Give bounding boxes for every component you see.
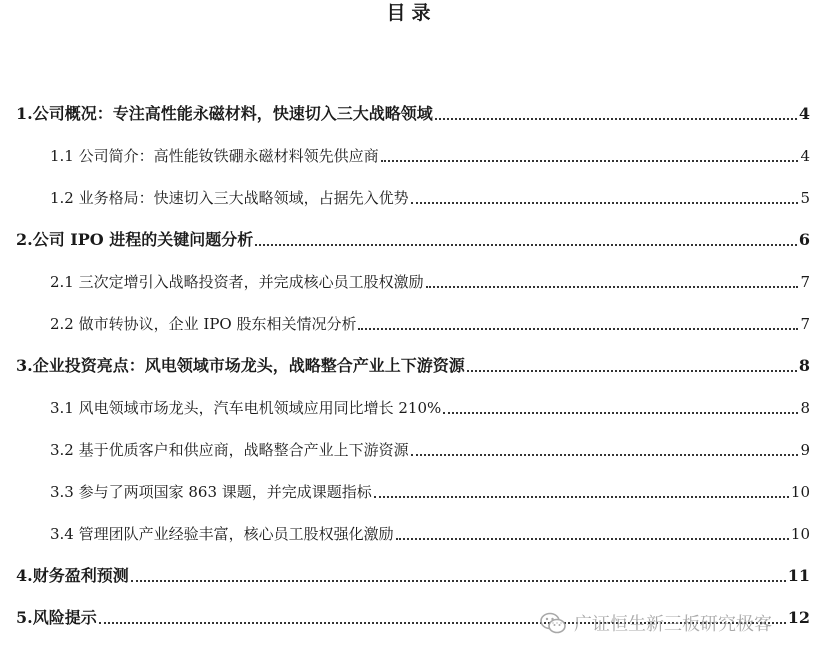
toc-entry-page: 10 (790, 483, 810, 501)
toc-entry[interactable] (50, 472, 810, 502)
toc-leader-dots (443, 411, 798, 414)
toc-entry-title: 2.2 做市转协议，企业 IPO 股东相关情况分析 (50, 315, 357, 333)
toc-entry-page: 7 (800, 273, 810, 291)
toc-entry-title: 1.1 公司简介：高性能钕铁硼永磁材料领先供应商 (50, 147, 379, 165)
toc-entry-page: 5 (800, 189, 810, 207)
toc-leader-dots (426, 285, 799, 288)
toc-entry-page: 8 (800, 399, 810, 417)
wechat-icon (540, 612, 566, 634)
toc-entry[interactable] (16, 556, 810, 586)
toc-entry[interactable] (16, 220, 810, 250)
toc-entry-page: 9 (800, 441, 810, 459)
toc-entry-title: 4.财务盈利预测 (16, 566, 129, 585)
toc-entry[interactable] (50, 304, 810, 334)
toc-entry-title: 3.企业投资亮点：风电领域市场龙头，战略整合产业上下游资源 (16, 356, 465, 375)
toc-leader-dots (131, 579, 786, 582)
toc-leader-dots (411, 201, 799, 204)
toc-leader-dots (467, 369, 797, 372)
toc-leader-dots (255, 243, 797, 246)
toc-entry-title: 3.2 基于优质客户和供应商，战略整合产业上下游资源 (50, 441, 409, 459)
toc-entry-page: 4 (798, 104, 810, 123)
toc-leader-dots (374, 495, 789, 498)
toc-entry-title: 2.1 三次定增引入战略投资者，并完成核心员工股权激励 (50, 273, 424, 291)
page-title: 目录 (386, 2, 437, 24)
toc-entry-page: 10 (790, 525, 810, 543)
toc-entry-title: 5.风险提示 (16, 608, 97, 627)
toc-entry-page: 7 (800, 315, 810, 333)
toc-entry-title: 3.4 管理团队产业经验丰富，核心员工股权强化激励 (50, 525, 394, 543)
toc-entry-title: 1.公司概况：专注高性能永磁材料，快速切入三大战略领域 (16, 104, 433, 123)
toc-entry-page: 4 (800, 147, 810, 165)
toc-entry-title: 3.1 风电领域市场龙头，汽车电机领域应用同比增长 210% (50, 399, 442, 417)
toc-leader-dots (381, 159, 799, 162)
toc-entry-title: 2.公司 IPO 进程的关键问题分析 (16, 230, 254, 249)
toc-entry[interactable] (50, 136, 810, 166)
watermark (540, 610, 772, 636)
toc-entry-title: 3.3 参与了两项国家 863 课题，并完成课题指标 (50, 483, 372, 501)
toc-entry[interactable] (50, 262, 810, 292)
toc-leader-dots (396, 537, 789, 540)
toc-entry-title: 1.2 业务格局：快速切入三大战略领域，占据先入优势 (50, 189, 409, 207)
toc-entry[interactable] (50, 514, 810, 544)
toc-entry-page: 12 (787, 608, 810, 627)
toc-leader-dots (411, 453, 799, 456)
toc-entry[interactable] (50, 388, 810, 418)
toc-entry-page: 11 (787, 566, 810, 585)
toc-entry[interactable] (16, 346, 810, 376)
toc-leader-dots (435, 117, 797, 120)
toc-entry[interactable] (50, 178, 810, 208)
toc-entry-page: 8 (798, 356, 810, 375)
toc-entry[interactable] (16, 94, 810, 124)
toc-entry[interactable] (50, 430, 810, 460)
toc-leader-dots (358, 327, 798, 330)
watermark-text: 广证恒生新三板研究极客 (574, 614, 772, 635)
toc-entry-page: 6 (798, 230, 810, 249)
